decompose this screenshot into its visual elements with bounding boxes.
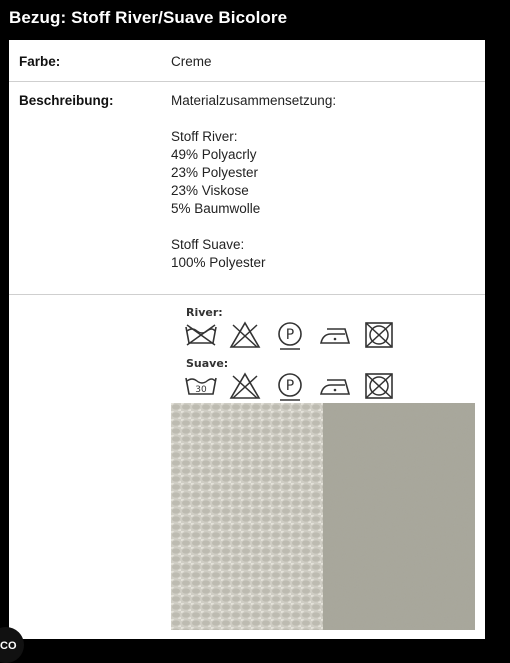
dry-clean-p-icon	[276, 321, 304, 351]
no-tumble-dry-icon	[364, 321, 394, 349]
desc-line: 100% Polyester	[171, 255, 266, 270]
suave-care-icons	[184, 372, 394, 402]
desc-line: 5% Baumwolle	[171, 201, 261, 216]
desc-line: Stoff Suave:	[171, 237, 245, 252]
dry-clean-p-icon	[276, 372, 304, 402]
desc-line: 49% Polyacrly	[171, 147, 257, 162]
no-bleach-icon	[229, 321, 261, 349]
product-details-panel	[9, 40, 485, 639]
beschreibung-label: Beschreibung:	[19, 93, 114, 108]
badge-text: CO	[0, 640, 17, 652]
page-title: Bezug: Stoff River/Suave Bicolore	[9, 8, 288, 27]
desc-line: 23% Polyester	[171, 165, 259, 180]
beschreibung-value	[171, 92, 336, 272]
desc-line: 23% Viskose	[171, 183, 249, 198]
no-bleach-icon	[229, 372, 261, 400]
river-care-label: River:	[186, 306, 223, 319]
iron-low-icon	[319, 321, 353, 347]
farbe-value: Creme	[171, 54, 212, 69]
row-farbe	[9, 40, 485, 82]
desc-spacer	[171, 110, 336, 128]
desc-line: Stoff River:	[171, 129, 238, 144]
row-care-and-swatches	[9, 295, 485, 639]
row-beschreibung	[9, 82, 485, 295]
iron-low-icon	[319, 372, 353, 398]
river-care-icons	[184, 321, 394, 351]
dry-clean-letter: P	[285, 327, 295, 343]
desc-line: Materialzusammensetzung:	[171, 93, 337, 108]
fabric-swatch-image	[171, 403, 475, 630]
no-tumble-dry-icon	[364, 372, 394, 400]
suave-care-label: Suave:	[186, 357, 229, 370]
wash-30-icon	[184, 372, 218, 398]
no-wash-icon	[184, 321, 218, 347]
desc-spacer	[171, 218, 336, 236]
dry-clean-letter: P	[285, 378, 295, 394]
river-fabric-swatch	[171, 403, 323, 630]
farbe-label: Farbe:	[19, 54, 61, 69]
wash-temp: 30	[195, 385, 207, 395]
